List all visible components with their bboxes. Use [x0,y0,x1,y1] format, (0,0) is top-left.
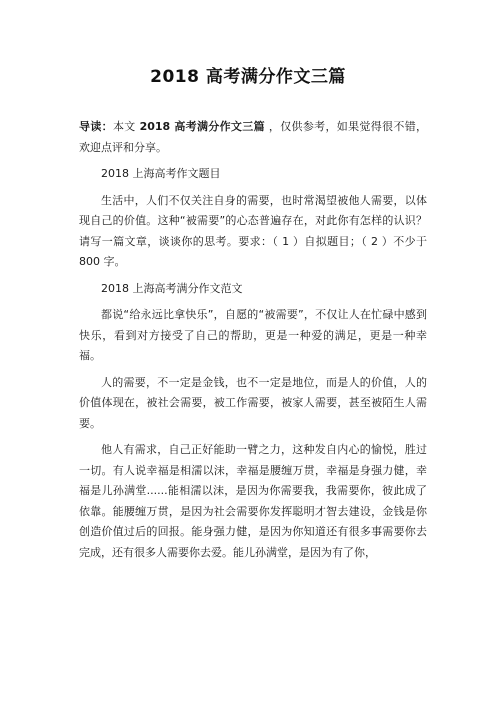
intro-label: 导读： [79,120,113,133]
intro-highlight: 2018 高考满分作文三篇 [139,120,265,133]
intro-paragraph [79,117,427,158]
topic-paragraph: 生活中，人们不仅关注自身的需要，也时常渴望被他人需要，以体现自己的价值。这种“被需要”的心态普遍存在，对此你有怎样的认识？请写一篇文章，谈谈你的思考。要求：（ 1 ）自拟题目；（ 2 ）不少于 800 字。 [79,193,427,268]
intro-suffix: ，仅供参考，如果觉得很不错，欢迎点评和分享。 [79,120,428,154]
section-heading-essay: 2018 上海高考满分作文范文 [101,281,243,295]
essay-paragraph-3: 他人有需求，自己正好能助一臂之力，这种发自内心的愉悦，胜过一切。有人说幸福是相濡以沫，幸福是腰缠万贯，幸福是身强力健，幸福是儿孙满堂......能相濡以沫，是因为你需要我，我需要你，彼此成了依靠。能腰缠万贯，是因为社会需要你发挥聪明才智去建设，金钱是你创造价值过后的回报。能身强力健，是因为你知道还有很多事需要你去完成，还有很多人需要你去爱。能儿孙满堂，是因为有了你， [79,443,427,559]
essay-paragraph-2: 人的需要，不一定是金钱，也不一定是地位，而是人的价值，人的价值体现在，被社会需要，被工作需要，被家人需要，甚至被陌生人需要。 [79,375,427,430]
intro-prefix: 本文 [112,120,136,133]
essay-paragraph-1: 都说“给永远比拿快乐”，自愿的“被需要”，不仅让人在忙碌中感到快乐，看到对方接受了自己的帮助，更是一种爱的满足，更是一种幸福。 [79,308,427,362]
document-title: 2018 高考满分作文三篇 [150,67,346,87]
section-heading-topic: 2018 上海高考作文题目 [101,167,221,180]
document-body [79,117,427,569]
